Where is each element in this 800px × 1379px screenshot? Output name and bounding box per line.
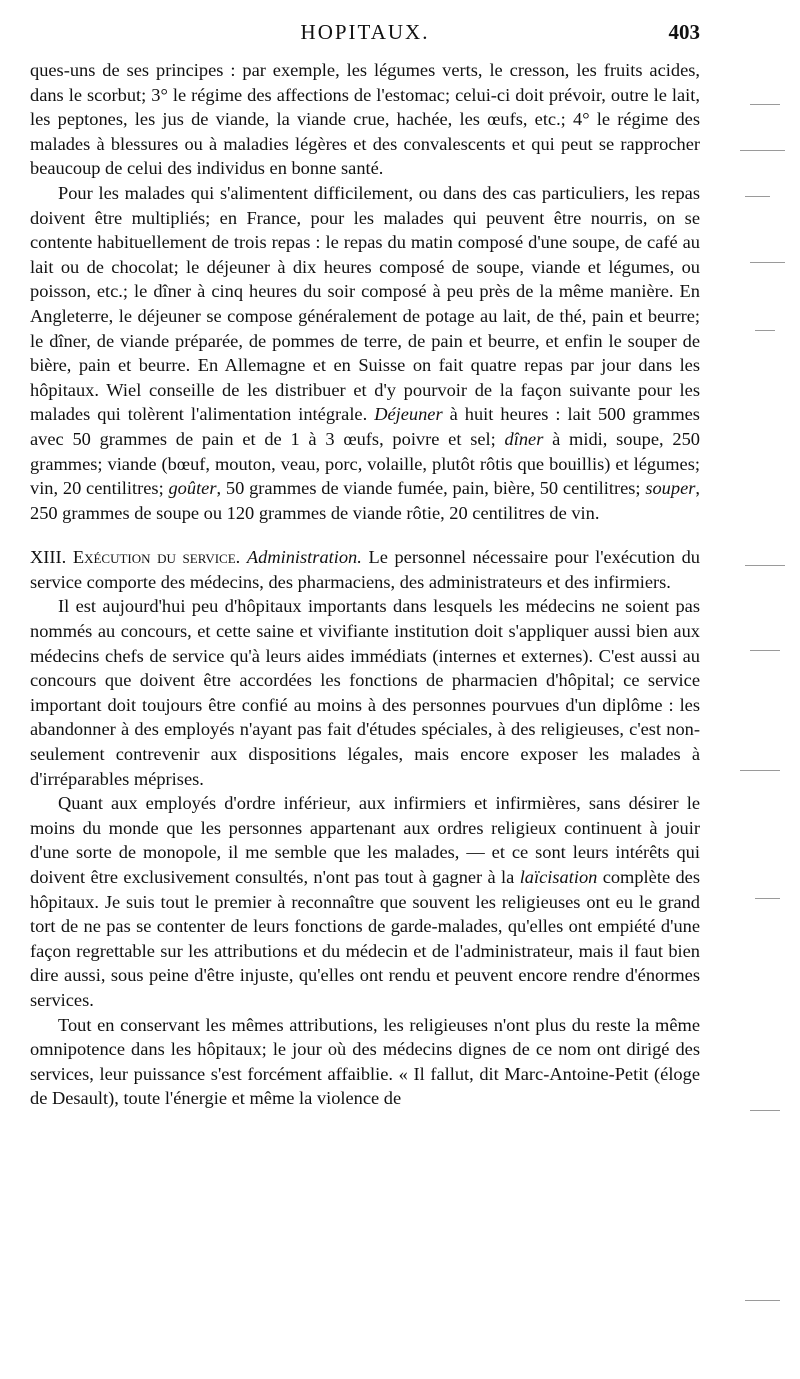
scan-mark — [745, 1300, 780, 1301]
page-number: 403 — [668, 20, 700, 44]
scan-mark — [755, 898, 780, 899]
paragraph-text: complète des hôpitaux. Je suis tout le premier à reconnaître que souvent les religieuses ont eu le grand tort de ne pas se contenter de leurs fonctions de garde-malades, qu'elles ont empiété d'une façon regrettable sur les attributions et du médecin et de l'administrateur, mais il faut bien dire aussi, sous peine d'être injuste, qu'elles ont rendu et peuvent encore rendre d'énormes services. — [30, 867, 700, 1010]
scan-mark — [750, 104, 780, 105]
menu-meal-text: 250 grammes de soupe ou 120 grammes de viande rôtie, 20 centilitres de vin. — [30, 502, 600, 523]
paragraph-religieuses — [30, 1013, 700, 1111]
scan-mark — [745, 565, 785, 566]
paragraph-meals: Pour les malades qui s'alimentent difficilement, ou dans des cas particuliers, les repas doivent être multipliés; en France, pour les malades qui peuvent être nourris, on se contente habituellement de trois repas : le repas du matin composé d'une soupe, de café au lait ou de chocolat; le déjeuner à dix heures composé de soupe, viande et légumes, ou poisson, etc.; le dîner à cinq heures du soir composé à peu près de la même manière. En Angleterre, le déjeuner se compose généralement de potage au lait, de thé, pain et beurre; le dîner, de viande préparée, de pommes de terre, de pain et beurre, et enfin le souper de bière, pain et beurre. En Allemagne et en Suisse on fait quatre repas par jour dans les hôpitaux. Wiel conseille de les distribuer et d'y pourvoir de la façon suivante pour les malades qui tolèrent l'alimentation intégrale. Déjeuner à huit heures : lait 500 grammes avec 50 grammes de pain et de 1 à 3 œufs, poivre et sel; dîner à midi, soupe, 250 grammes; viande (bœuf, mouton, veau, porc, volaille, plutôt rôtis que bouillis) et légumes; vin, 20 centilitres; goûter, 50 grammes de viande fumée, pain, bière, 50 centilitres; souper, 250 grammes de soupe ou 120 grammes de viande rôtie, 20 centilitres de vin. — [30, 182, 700, 523]
scan-margin-marks — [710, 0, 800, 1379]
paragraph-text: Pour les malades qui s'alimentent difficilement, ou dans des cas particuliers, les repas doivent être multipliés; en France, pour les malades qui peuvent être nourris, on se contente habituellement de trois repas : le repas du matin composé d'une soupe, de café au lait ou de chocolat; le déjeuner à dix heures composé de soupe, viande et légumes, ou poisson, etc.; le dîner à cinq heures du soir composé à peu près de la même manière. En Angleterre, le déjeuner se compose généralement de potage au lait, de thé, pain et beurre; le dîner, de viande préparée, de pommes de terre, de pain et beurre, et enfin le souper de bière, pain et beurre. En Allemagne et en Suisse on fait quatre repas par jour dans les hôpitaux. Wiel conseille de les distribuer et d'y pourvoir de la façon suivante pour les malades qui tolèrent l'alimentation intégrale. — [30, 182, 700, 425]
running-title: HOPITAUX. — [300, 20, 430, 44]
scan-mark — [740, 150, 785, 151]
paragraph-infirmiers — [30, 791, 700, 1012]
scan-mark — [740, 770, 780, 771]
scan-mark — [750, 650, 780, 651]
paragraph-text: Le personnel nécessaire pour l'exécution du service comporte des médecins, des pharmaciens, des administrateurs et des infirmiers. — [30, 547, 700, 592]
section-heading-paragraph — [30, 545, 700, 594]
menu-meal-text: 50 grammes de viande fumée, pain, bière, 50 centilitres; — [225, 478, 641, 499]
paragraph-text: ques-uns de ses principes : par exemple, les légumes verts, le cresson, les fruits acides, dans le scorbut; 3° le régime des affections de l'estomac; celui-ci doit prévoir, outre le lait, les peptones, les jus de viande, la viande crue, hachée, les œufs, etc.; 4° le régime des malades à blessures ou à maladies légères et des convalescents et qui peut se rapprocher beaucoup de celui des individus en bonne santé. — [30, 60, 700, 179]
paragraph-text: Quant aux employés d'ordre inférieur, aux infirmiers et infirmières, sans désirer le moins du monde que les personnes appartenant aux ordres religieux continuent à jouir d'une sorte de monopole, il me semble que les malades, — et ce sont leurs intérêts qui doivent être exclusivement consultés, n'ont pas tout à gagner à la — [30, 793, 700, 887]
menu-meal-label: Déjeuner — [374, 404, 443, 425]
emphasis-word: laïcisation — [519, 867, 598, 887]
body-text — [30, 58, 700, 1111]
paragraph-text: Tout en conservant les mêmes attributions, les religieuses n'ont plus du reste la même omnipotence dans les hôpitaux; le jour où des médecins dignes de ce nom ont dirigé des services, leur puissance s'est forcément affaiblie. « Il fallut, dit Marc-Antoine-Petit (éloge de Desault), toute l'énergie et même la violence de — [30, 1014, 700, 1109]
menu-meal-label: goûter — [168, 478, 217, 499]
paragraph-text: Il est aujourd'hui peu d'hôpitaux importants dans lesquels les médecins ne soient pas nommés au concours, et cette saine et vivifiante institution doit s'appliquer aussi bien aux médecins chefs de service qu'à leurs aides immédiats (internes et externes). C'est aussi au concours que doivent être accordées les fonctions de pharmacien d'hôpital; ce service important doit toujours être confié au moins à des personnes pourvues d'un diplôme : les abandonner à des employés n'ayant pas fait d'études spéciales, à des religieuses, c'est non-seulement contrevenir aux dispositions légales, mais encore exposer les malades à d'irréparables méprises. — [30, 596, 700, 789]
menu-meal-text: à midi, soupe, 250 grammes; viande (bœuf, mouton, veau, porc, volaille, plutôt rôtis que bouillis) et légumes; vin, 20 centilitres; — [30, 428, 700, 499]
scan-mark — [755, 330, 775, 331]
scan-mark — [750, 1110, 780, 1111]
section-subheading: Administration. — [246, 547, 362, 568]
menu-meal-text: à huit heures : lait 500 grammes avec 50 grammes de pain et de 1 à 3 œufs, poivre et sel; — [30, 404, 700, 449]
page-header — [30, 20, 700, 50]
menu-meal-label: dîner — [504, 428, 544, 449]
paragraph-medecins — [30, 594, 700, 791]
section-heading: XIII. Exécution du service. — [30, 547, 241, 568]
menu-meal-label: souper — [645, 478, 696, 499]
scan-mark — [745, 196, 770, 197]
paragraph-continuation — [30, 58, 700, 181]
scan-mark — [750, 262, 785, 263]
